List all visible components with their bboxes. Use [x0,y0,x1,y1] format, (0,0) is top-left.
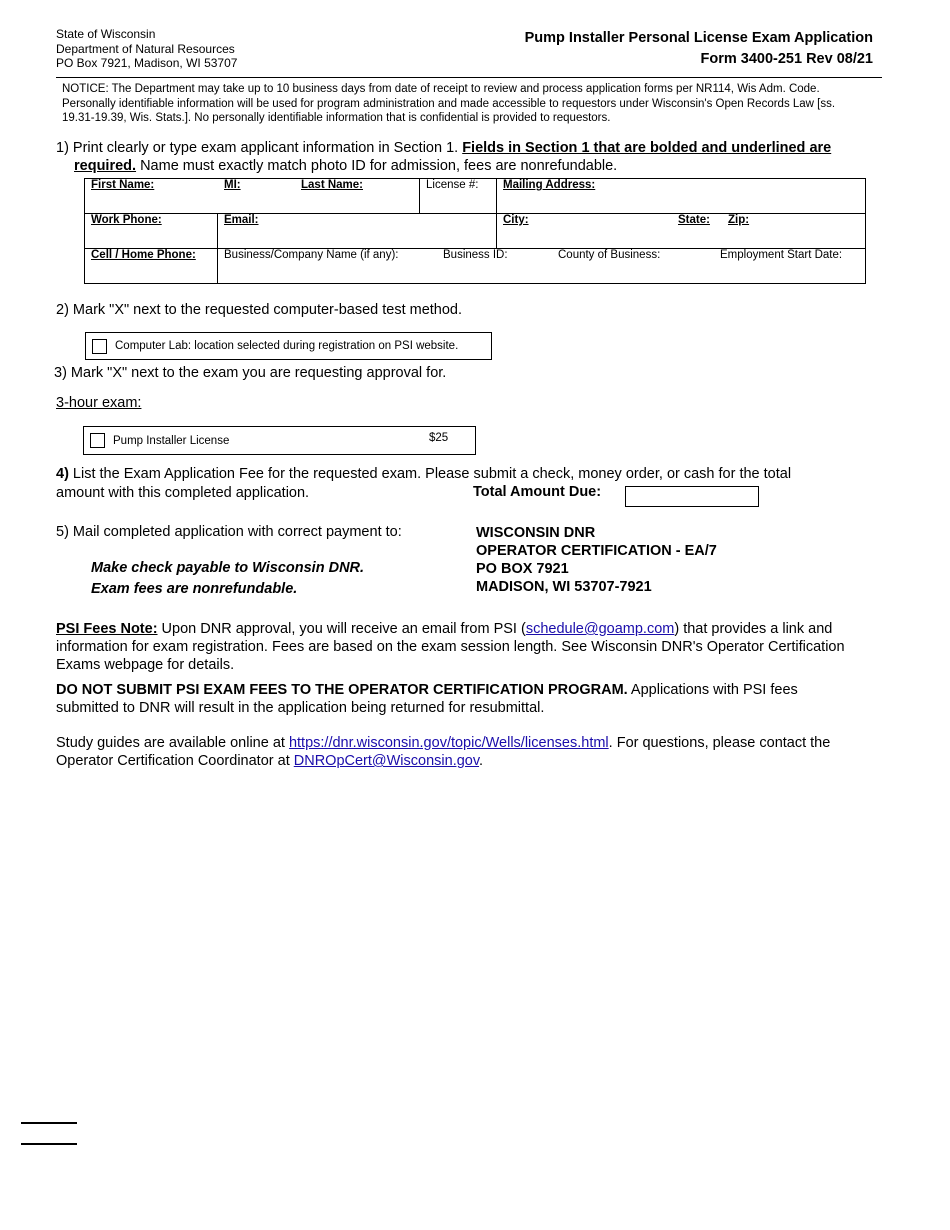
form-number: Form 3400-251 Rev 08/21 [700,51,873,67]
email-cell[interactable] [218,214,497,249]
cell-phone-cell[interactable] [85,249,218,284]
county-label: County of Business: [558,249,661,261]
section5-instructions: 5) Mail completed application with correct payment to: [56,524,402,540]
title-block [525,28,873,70]
last-name-label: Last Name: [301,179,363,191]
cell-phone-label: Cell / Home Phone: [91,249,196,261]
mailing-address-block [476,524,717,596]
state-label: State: [678,214,710,226]
section3-instructions: 3) Mark "X" next to the exam you are requesting approval for. [54,365,447,381]
work-phone-cell[interactable] [85,214,218,249]
form-title: Pump Installer Personal License Exam Application [524,30,873,46]
email-label: Email: [224,214,259,226]
page-mark [21,1143,77,1145]
applicant-info-table [84,178,866,284]
payment-notes [91,558,364,600]
pump-installer-checkbox[interactable] [90,433,105,448]
psi-note-text1: Upon DNR approval, you will receive an email from PSI ( [157,621,526,637]
pump-installer-option[interactable] [83,426,476,455]
license-label: License #: [426,179,479,191]
mailing-address-cell[interactable] [497,179,866,214]
coordinator-email-link[interactable]: DNROpCert@Wisconsin.gov [293,753,480,769]
name-cell[interactable] [85,179,420,214]
mi-label: MI: [224,179,241,191]
psi-warning-bold: DO NOT SUBMIT PSI EXAM FEES TO THE OPERATOR CERTIFICATION PROGRAM. [56,682,628,698]
address-line: OPERATOR CERTIFICATION - EA/7 [476,543,717,559]
employment-start-label: Employment Start Date: [720,249,843,261]
nonrefundable-note: Exam fees are nonrefundable. [91,581,298,597]
psi-warning-text: Applications with PSI fees submitted to DNR will result in the application being returned for resubmittal. [56,682,798,716]
computer-lab-checkbox[interactable] [92,339,107,354]
work-phone-label: Work Phone: [91,214,162,226]
computer-lab-option[interactable] [85,332,492,360]
pump-installer-price: $25 [429,432,449,444]
psi-note-label: PSI Fees Note: [56,621,158,637]
payable-note: Make check payable to Wisconsin DNR. [91,560,365,576]
study-guides-note [56,734,846,770]
agency-department: Department of Natural Resources [56,41,235,56]
business-info-cell[interactable] [218,249,866,284]
section2-instructions: 2) Mark "X" next to the requested computer-based test method. [56,302,463,318]
study-text1: Study guides are available online at [56,735,289,751]
study-text3: . [479,753,484,769]
section1-required-note: Fields in Section 1 that are bolded and underlined are [462,140,832,156]
business-name-label: Business/Company Name (if any): [224,249,399,261]
psi-warning [56,681,846,717]
agency-address: PO Box 7921, Madison, WI 53707 [56,56,238,70]
psi-email-link[interactable]: schedule@goamp.com [525,621,675,637]
computer-lab-label: Computer Lab: location selected during registration on PSI website. [115,340,459,352]
zip-label: Zip: [728,214,750,226]
address-line: PO BOX 7921 [476,561,569,577]
first-name-label: First Name: [91,179,155,191]
city-label: City: [503,214,529,226]
section1-rest: Name must exactly match photo ID for admission, fees are nonrefundable. [136,158,618,174]
agency-block [56,27,237,71]
address-line: MADISON, WI 53707-7921 [476,579,652,595]
section1-required-word: required. [74,158,137,174]
license-cell[interactable] [420,179,497,214]
section1-instructions [56,139,896,175]
agency-state: State of Wisconsin [56,27,156,41]
page-mark [21,1122,77,1124]
section4-text: List the Exam Application Fee for the requested exam. Please submit a check, money order, or cash for the total amount with this completed application. [56,466,792,501]
section4-number: 4) [56,466,69,482]
business-id-label: Business ID: [443,249,508,261]
psi-note-text2: ) that provides a link and information for exam registration. Fees are based on the exam session length. See Wisconsin DNR's Operator Certification Exams webpage for details. [56,621,845,673]
study-text2: . For questions, please contact the Operator Certification Coordinator at [56,735,831,769]
psi-fees-note [56,620,846,674]
section1-intro: 1) Print clearly or type exam applicant information in Section 1. [56,140,459,156]
notice-text: NOTICE: The Department may take up to 10 business days from date of receipt to review and process application forms per NR114, Wis Adm. Code. Personally identifiable information will be used for program administration and made accessible to requestors under Wisconsin's Open Records Law [ss. 19.31-19.39, Wis. Stats.]. No personally identifiable information that is confidential is provided to requestors. [62,83,836,124]
mailing-address-label: Mailing Address: [503,179,596,191]
pump-installer-label: Pump Installer License [113,434,230,447]
header-divider [56,77,882,78]
study-guides-link[interactable]: https://dnr.wisconsin.gov/topic/Wells/licenses.html [288,735,609,751]
exam-duration-heading: 3-hour exam: [56,395,142,411]
city-state-zip-cell[interactable] [497,214,866,249]
total-amount-input[interactable] [625,486,759,507]
address-line: WISCONSIN DNR [476,525,596,541]
total-amount-label: Total Amount Due: [473,484,602,500]
